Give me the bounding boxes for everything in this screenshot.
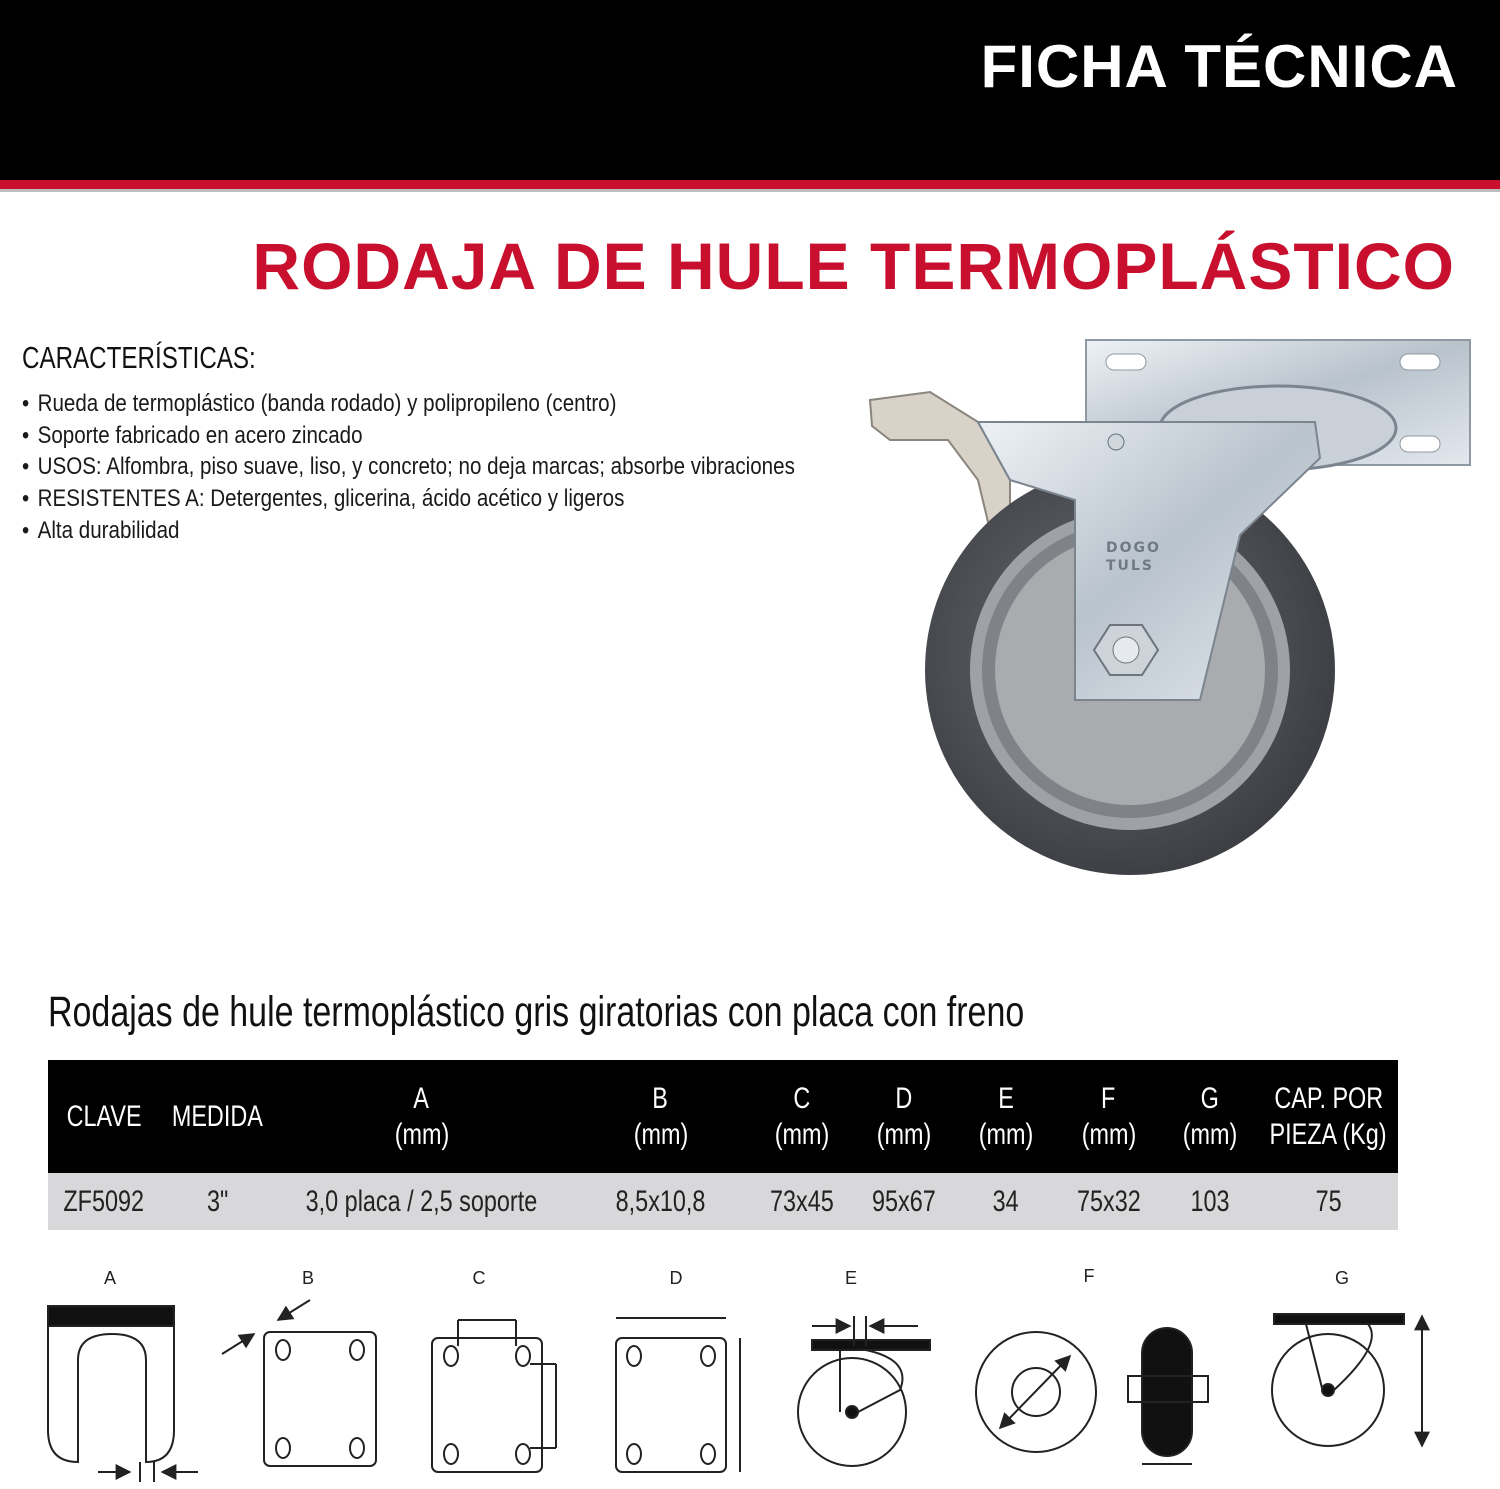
product-title: RODAJA DE HULE TERMOPLÁSTICO [252, 229, 1455, 303]
header-accent-stripe [0, 180, 1500, 189]
cell-f: 75x32 [1076, 1184, 1141, 1218]
header-cell-clave: CLAVE [66, 1099, 142, 1133]
diagram-label-f: F [1083, 1266, 1095, 1286]
feature-item: • RESISTENTES A: Detergentes, glicerina, ácido acético y ligeros [22, 483, 795, 515]
diagram-label-c: C [472, 1268, 486, 1288]
header-divider [0, 189, 1500, 192]
diagram-a-fork-thickness [48, 1306, 198, 1482]
header-cell-e: E (mm) [978, 1081, 1034, 1151]
diagram-label-b: B [301, 1268, 315, 1288]
table-title: Rodajas de hule termoplástico gris giratorias con placa con freno [48, 988, 1025, 1036]
feature-item: • Soporte fabricado en acero zincado [22, 420, 795, 452]
cell-b: 8,5x10,8 [615, 1184, 706, 1218]
caster-wheel-image [860, 330, 1480, 900]
header-cell-g: G (mm) [1182, 1081, 1238, 1151]
plate-hole [1400, 436, 1440, 452]
diagram-label-g: G [1334, 1268, 1350, 1288]
diagram-label-e: E [844, 1268, 858, 1288]
cell-c: 73x45 [770, 1184, 834, 1218]
features-list [22, 388, 795, 547]
dimension-diagrams [0, 1295, 1500, 1489]
table-row [48, 1173, 1398, 1230]
features-heading: CARACTERÍSTICAS: [22, 340, 256, 375]
diagram-g-total-height [1272, 1314, 1422, 1446]
header-cell-medida: MEDIDA [171, 1099, 264, 1133]
cell-medida: 3" [206, 1184, 229, 1218]
diagram-e-offset [798, 1316, 930, 1466]
feature-item: • USOS: Alfombra, piso suave, liso, y concreto; no deja marcas; absorbe vibraciones [22, 451, 795, 483]
cell-clave: ZF5092 [63, 1184, 145, 1218]
header-cell-d: D (mm) [876, 1081, 931, 1151]
header-cell-b: B (mm) [633, 1081, 688, 1151]
plate-hole [1106, 354, 1146, 370]
table-header-row [48, 1060, 1398, 1173]
cell-e: 34 [992, 1184, 1020, 1218]
diagram-b-hole-size [222, 1300, 376, 1466]
feature-item: • Rueda de termoplástico (banda rodado) y polipropileno (centro) [22, 388, 795, 420]
header-cell-f: F (mm) [1081, 1081, 1136, 1151]
cell-d: 95x67 [871, 1184, 936, 1218]
header-cell-c: C (mm) [774, 1081, 830, 1151]
cell-g: 103 [1190, 1184, 1230, 1218]
cell-capacidad: 75 [1315, 1184, 1342, 1218]
diagram-f-wheel-size [976, 1328, 1208, 1464]
diagram-c-hole-spacing [432, 1320, 556, 1472]
wheel-marking: DOGO [1106, 540, 1161, 556]
diagram-d-plate-size [616, 1318, 740, 1472]
spec-table [48, 1060, 1398, 1230]
plate-hole [1400, 354, 1440, 370]
wheel-marking: TULS [1106, 558, 1154, 574]
diagram-label-d: D [669, 1268, 683, 1288]
cell-a: 3,0 placa / 2,5 soporte [305, 1184, 538, 1218]
feature-item: • Alta durabilidad [22, 515, 795, 547]
header-cell-capacidad: CAP. POR PIEZA (Kg) [1269, 1081, 1388, 1151]
page-title: FICHA TÉCNICA [980, 33, 1458, 100]
diagram-label-a: A [103, 1268, 117, 1288]
header-cell-a: A (mm) [394, 1081, 449, 1151]
